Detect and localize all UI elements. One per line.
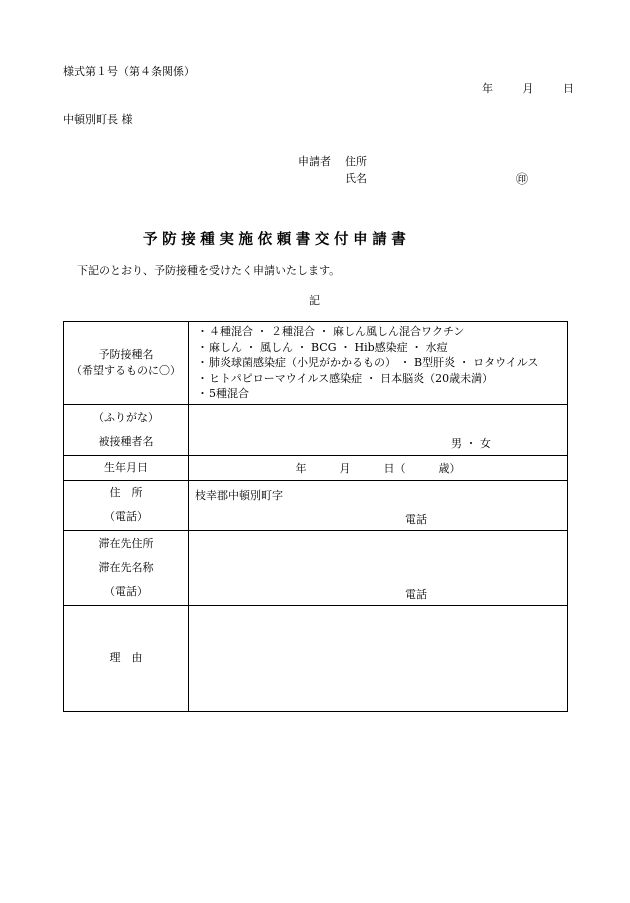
vaccine-option-line[interactable] <box>197 371 567 387</box>
date-line <box>482 80 574 96</box>
vaccine-options-cell[interactable] <box>189 322 568 405</box>
ki-note-heading: 記 <box>309 294 320 307</box>
vaccine-label: 予防接種名 <box>98 347 154 361</box>
vaccine-label-hint: （希望するものに〇） <box>71 363 181 377</box>
birthdate-row <box>64 455 568 480</box>
vaccine-option-text: 麻しん ・ 風しん ・ BCG ・ Hib感染症 ・ 水痘 <box>209 340 448 354</box>
vaccine-options-list <box>189 322 567 404</box>
vaccine-option-text: ４種混合 ・ ２種混合 ・ 麻しん風しん混合ワクチン <box>209 325 465 338</box>
address-field[interactable] <box>189 480 568 530</box>
furigana-label: （ふりがな） <box>93 410 159 424</box>
reason-row <box>64 605 568 711</box>
seal-mark: ㊞ <box>516 172 529 186</box>
applicant-name-label: 氏名 <box>345 172 367 185</box>
address-label: 住 所 <box>109 486 143 499</box>
date-month: 月 <box>522 82 534 95</box>
stay-address-label: 滞在先住所 <box>98 536 154 550</box>
recipient-name-label: 被接種者名 <box>98 434 154 448</box>
vaccine-row <box>64 322 568 405</box>
vaccine-option-line[interactable] <box>197 340 567 356</box>
stay-phone-label-right: 電話 <box>405 587 427 601</box>
vaccine-option-line[interactable] <box>197 355 567 371</box>
birthdate-field[interactable]: 年 月 日（ 歳） <box>189 455 568 480</box>
address-row <box>64 480 568 530</box>
address-phone-label-right: 電話 <box>405 512 427 526</box>
address-value: 枝幸郡中頓別町字 <box>195 488 283 502</box>
address-label-cell <box>64 480 189 530</box>
vaccine-bullet: ・ <box>197 325 208 338</box>
reason-label: 理 由 <box>64 605 189 711</box>
vaccine-option-text: 5種混合 <box>209 387 249 400</box>
stay-row <box>64 530 568 605</box>
vaccine-bullet: ・ <box>197 340 208 354</box>
form-number: 様式第１号（第４条関係） <box>63 65 195 78</box>
stay-field[interactable] <box>189 530 568 605</box>
recipient-row <box>64 404 568 455</box>
vaccine-option-text: 肺炎球菌感染症（小児がかかるもの） ・ B型肝炎 ・ ロタウイルス <box>209 356 539 369</box>
vaccine-bullet: ・ <box>197 371 208 385</box>
application-table <box>63 321 568 712</box>
intro-text: 下記のとおり、予防接種を受けたく申請いたします。 <box>77 264 341 277</box>
stay-label-cell <box>64 530 189 605</box>
reason-field[interactable] <box>189 605 568 711</box>
recipient-name-field[interactable] <box>189 404 568 455</box>
vaccine-option-text: ヒトパピローマウイルス感染症 ・ 日本脳炎（20歳未満） <box>209 371 494 385</box>
vaccine-option-line[interactable] <box>197 386 567 402</box>
vaccine-bullet: ・ <box>197 387 208 400</box>
applicant-label: 申請者 <box>298 155 331 168</box>
birthdate-label: 生年月日 <box>64 455 189 480</box>
date-day: 日 <box>563 82 574 95</box>
vaccine-label-cell <box>64 322 189 405</box>
address-phone-label: （電話） <box>104 510 148 523</box>
gender-choice[interactable]: 男 ・ 女 <box>451 436 491 450</box>
addressee: 中頓別町長 様 <box>63 113 133 126</box>
vaccine-bullet: ・ <box>197 356 208 369</box>
stay-phone-label: （電話） <box>104 584 148 598</box>
vaccine-option-line[interactable] <box>197 324 567 340</box>
page-title: 予防接種実施依頼書交付申請書 <box>143 231 411 248</box>
date-year: 年 <box>482 82 493 95</box>
recipient-label-cell <box>64 404 189 455</box>
stay-name-label: 滞在先名称 <box>98 560 154 574</box>
applicant-address-label: 住所 <box>345 155 367 168</box>
